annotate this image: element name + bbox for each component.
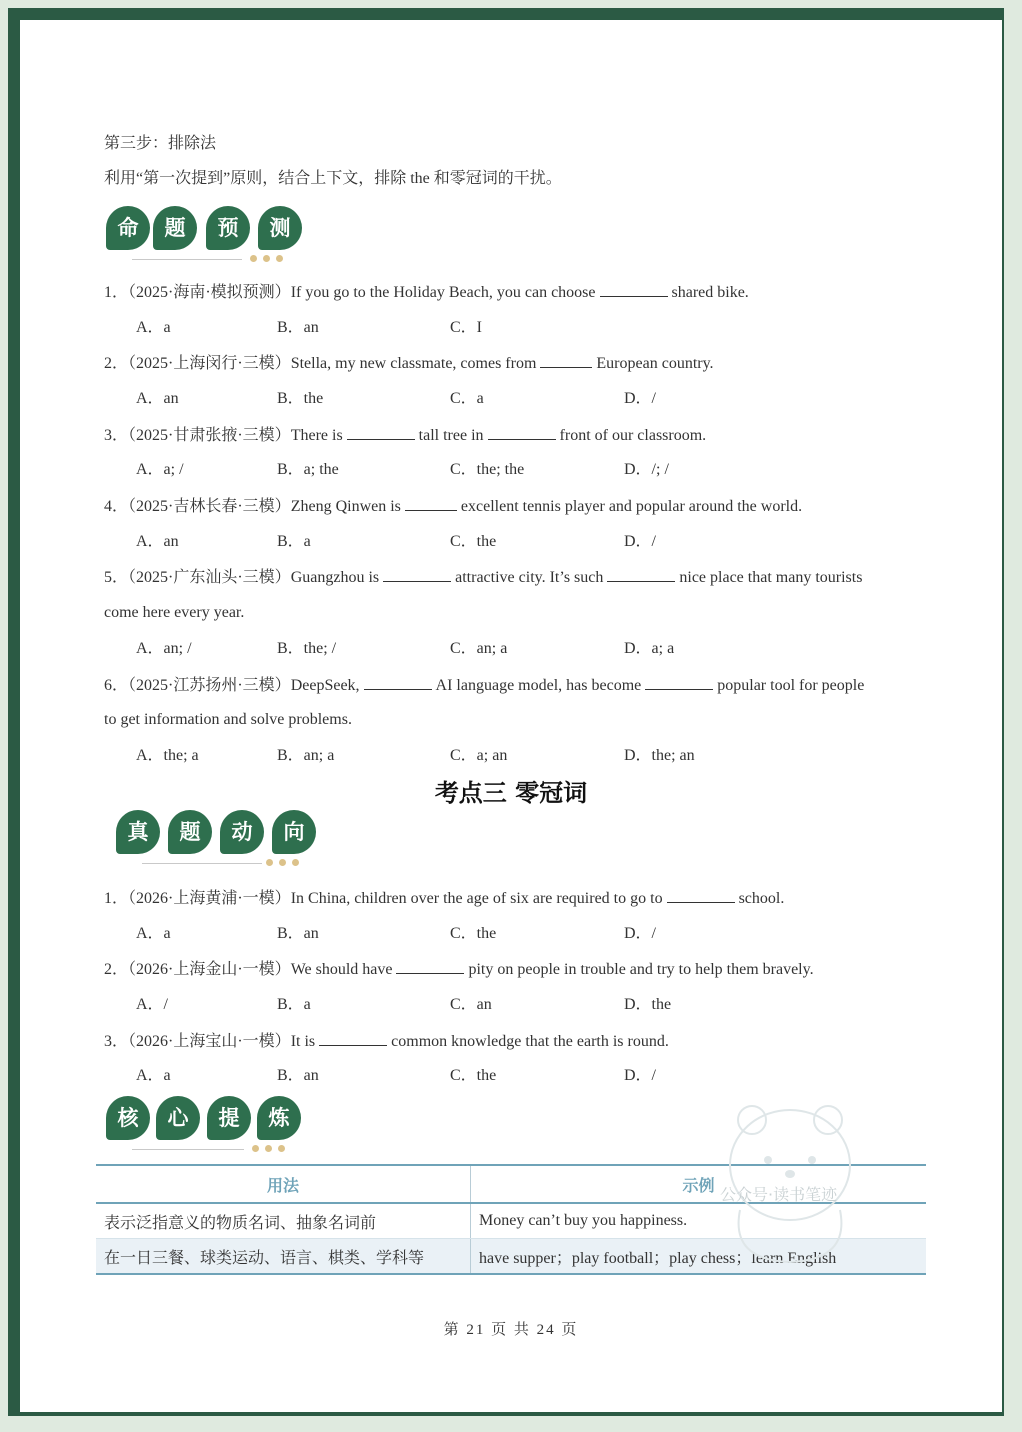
option: B．an xyxy=(277,319,319,336)
option: C．a; an xyxy=(450,747,508,764)
answer-blank[interactable] xyxy=(396,959,464,974)
option: A．a xyxy=(136,319,171,336)
answer-blank[interactable] xyxy=(319,1031,387,1046)
banner-char: 题 xyxy=(153,206,197,250)
banner-char: 核 xyxy=(106,1096,150,1140)
question: 2．（2025·上海闵行·三模）Stella, my new classmate, comes from European country. xyxy=(104,355,714,372)
table-header: 用法 xyxy=(96,1165,471,1203)
option: C．the xyxy=(450,925,497,942)
answer-blank[interactable] xyxy=(540,353,592,368)
answer-blank[interactable] xyxy=(600,282,668,297)
banner-underline xyxy=(132,259,242,260)
option: A．an; / xyxy=(136,640,192,657)
option: D．/; / xyxy=(624,461,669,478)
banner-char: 题 xyxy=(168,810,212,854)
option: D．the xyxy=(624,996,672,1013)
option: A．a xyxy=(136,1067,171,1084)
option: C．the xyxy=(450,1067,497,1084)
option: D．the; an xyxy=(624,747,695,764)
option: D．/ xyxy=(624,925,657,942)
banner-underline xyxy=(142,863,262,864)
option: C．I xyxy=(450,319,483,336)
answer-blank[interactable] xyxy=(645,675,713,690)
question-continuation: come here every year. xyxy=(104,604,245,621)
option: D．/ xyxy=(624,390,657,407)
option: C．the xyxy=(450,533,497,550)
step-heading: 第三步：排除法 xyxy=(104,135,217,152)
option: C．the; the xyxy=(450,461,525,478)
question: 3．（2025·甘肃张掖·三模）There is tall tree in front of our classroom. xyxy=(104,427,707,444)
answer-blank[interactable] xyxy=(667,888,735,903)
banner-dot xyxy=(278,1145,285,1152)
option: B．an xyxy=(277,925,319,942)
option: B．a xyxy=(277,533,311,550)
banner-real-questions xyxy=(116,810,316,866)
banner-dot xyxy=(265,1145,272,1152)
watermark-text: 公众号·读书笔迹 xyxy=(720,1185,838,1204)
banner-prediction xyxy=(106,206,306,262)
question: 5．（2025·广东汕头·三模）Guangzhou is attractive city. It’s such nice place that many tourists xyxy=(104,569,863,586)
option: A．a; / xyxy=(136,461,184,478)
section-title: 考点三 零冠词 xyxy=(434,779,588,807)
banner-dot xyxy=(250,255,257,262)
banner-core-summary xyxy=(106,1096,306,1152)
banner-char: 心 xyxy=(156,1096,200,1140)
table-header: 示例 xyxy=(471,1165,927,1203)
banner-dot xyxy=(252,1145,259,1152)
option: D．a; a xyxy=(624,640,675,657)
banner-char: 测 xyxy=(258,206,302,250)
banner-char: 提 xyxy=(207,1096,251,1140)
answer-blank[interactable] xyxy=(607,567,675,582)
table-cell: Money can’t buy you happiness. xyxy=(471,1203,927,1239)
option: B．the xyxy=(277,390,324,407)
option: D．/ xyxy=(624,533,657,550)
option: B．an; a xyxy=(277,747,335,764)
question-continuation: to get information and solve problems. xyxy=(104,711,352,728)
option: B．an xyxy=(277,1067,319,1084)
answer-blank[interactable] xyxy=(383,567,451,582)
answer-blank[interactable] xyxy=(488,425,556,440)
banner-dot xyxy=(292,859,299,866)
banner-char: 命 xyxy=(106,206,150,250)
answer-blank[interactable] xyxy=(347,425,415,440)
table-cell: have supper；play football；play chess；learn English xyxy=(471,1239,927,1275)
question: 4．（2025·吉林长春·三模）Zheng Qinwen is excellent tennis player and popular around the world. xyxy=(104,498,803,515)
option: C．a xyxy=(450,390,484,407)
option: D．/ xyxy=(624,1067,657,1084)
banner-char: 预 xyxy=(206,206,250,250)
banner-char: 真 xyxy=(116,810,160,854)
answer-blank[interactable] xyxy=(405,496,457,511)
answer-blank[interactable] xyxy=(364,675,432,690)
banner-char: 动 xyxy=(220,810,264,854)
table-cell: 在一日三餐、球类运动、语言、棋类、学科等 xyxy=(96,1239,471,1275)
question: 2．（2026·上海金山·一模）We should have pity on people in trouble and try to help them bravely. xyxy=(104,961,814,978)
question: 1．（2026·上海黄浦·一模）In China, children over the age of six are required to go to school. xyxy=(104,890,785,907)
option: A．an xyxy=(136,390,179,407)
banner-dot xyxy=(263,255,270,262)
option: A．the; a xyxy=(136,747,199,764)
option: C．an xyxy=(450,996,492,1013)
question: 6．（2025·江苏扬州·三模）DeepSeek, AI language model, has become popular tool for people xyxy=(104,677,865,694)
option: A．/ xyxy=(136,996,169,1013)
option: A．an xyxy=(136,533,179,550)
question: 3．（2026·上海宝山·一模）It is common knowledge that the earth is round. xyxy=(104,1033,669,1050)
banner-dot xyxy=(279,859,286,866)
option: B．a; the xyxy=(277,461,339,478)
banner-dot xyxy=(266,859,273,866)
option: B．the; / xyxy=(277,640,337,657)
document-page xyxy=(20,20,1002,1412)
option: C．an; a xyxy=(450,640,508,657)
banner-char: 炼 xyxy=(257,1096,301,1140)
option: A．a xyxy=(136,925,171,942)
table-cell: 表示泛指意义的物质名词、抽象名词前 xyxy=(96,1203,471,1239)
banner-dot xyxy=(276,255,283,262)
banner-underline xyxy=(132,1149,244,1150)
bear-watermark-icon xyxy=(710,1090,900,1270)
option: B．a xyxy=(277,996,311,1013)
question: 1．（2025·海南·模拟预测）If you go to the Holiday Beach, you can choose shared bike. xyxy=(104,284,749,301)
banner-char: 向 xyxy=(272,810,316,854)
step-text: 利用“第一次提到”原则，结合上下文，排除 the 和零冠词的干扰。 xyxy=(104,170,562,187)
page-number: 第 21 页 共 24 页 xyxy=(443,1322,579,1338)
